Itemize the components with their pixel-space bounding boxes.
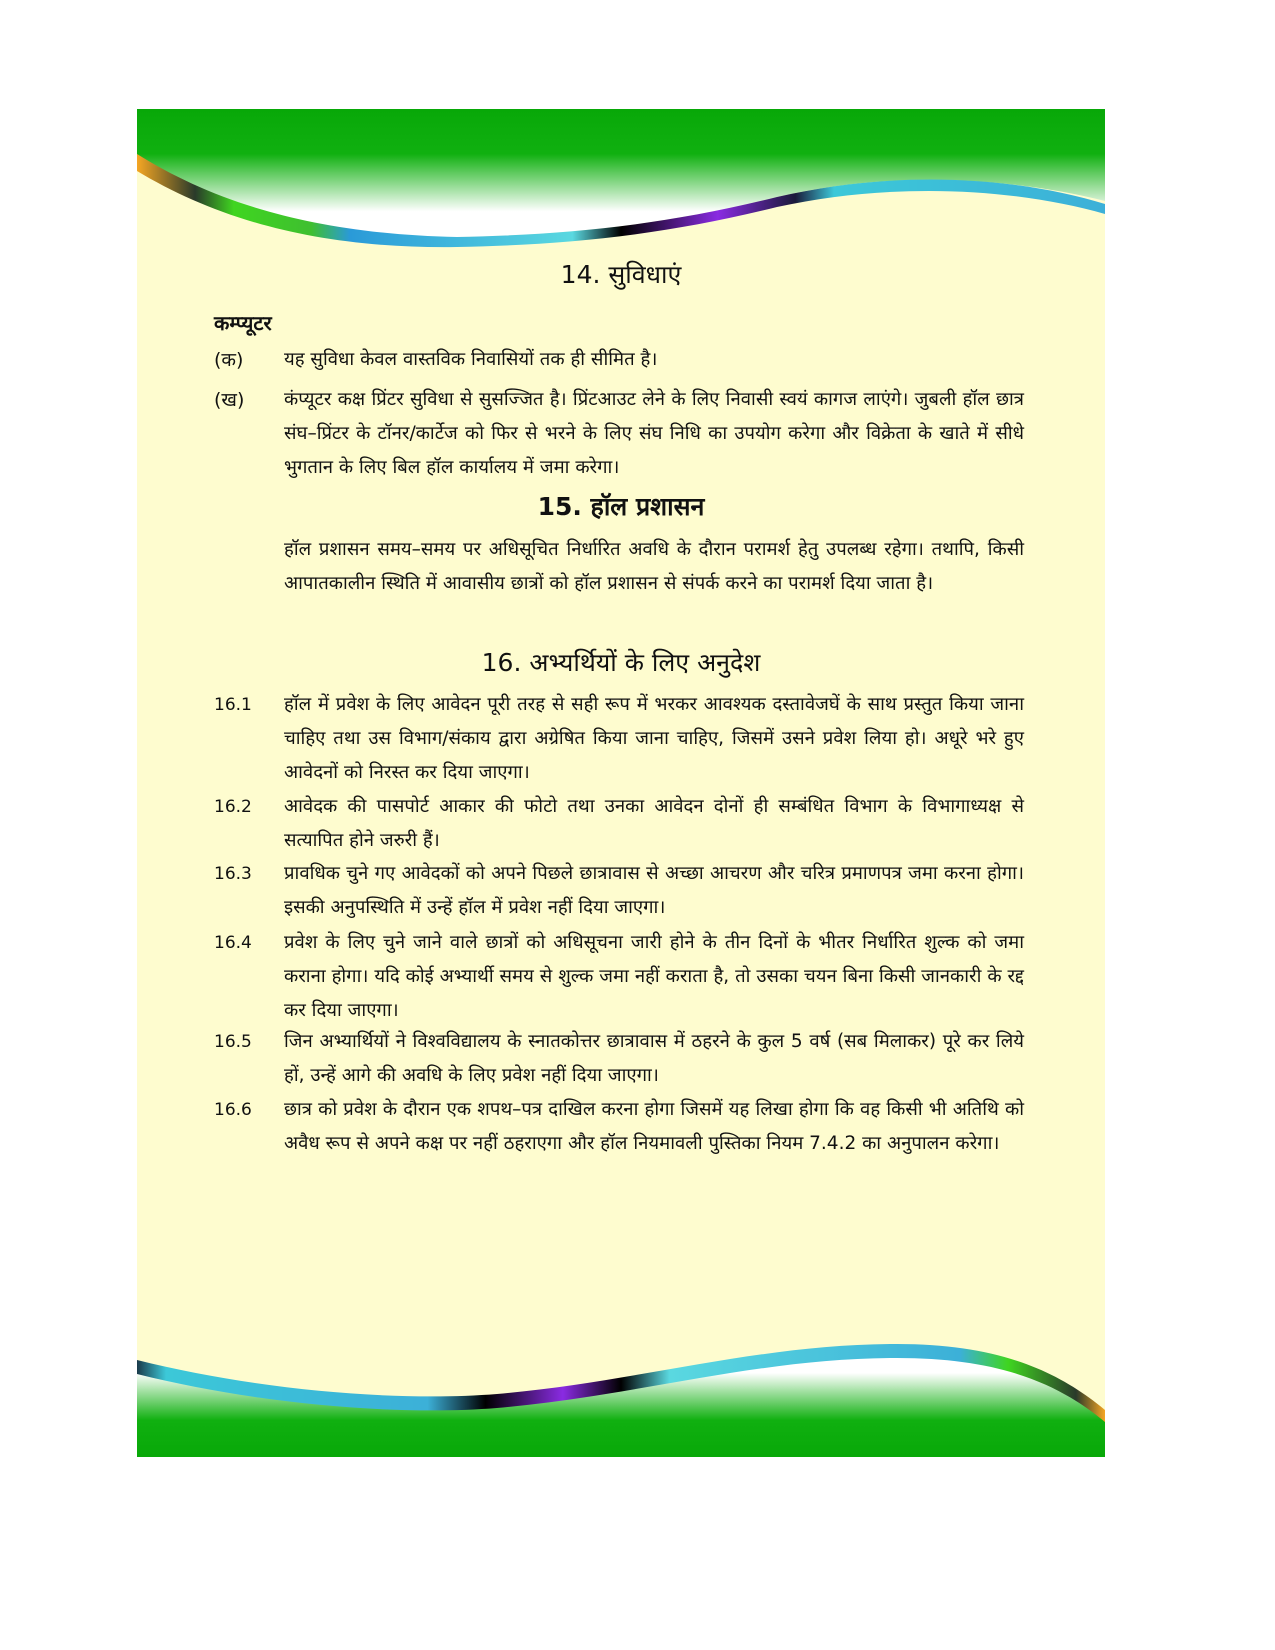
item-label: 16.2 [214, 797, 252, 817]
hall-administration-paragraph: हॉल प्रशासन समय–समय पर अधिसूचित निर्धारित अवधि के दौरान परामर्श हेतु उपलब्ध रहेगा। तथापि, किसी आपातकालीन स्थिति में आवासीय छात्रों को हॉल प्रशासन से संपर्क करने का परामर्श दिया जाता है। [284, 539, 1024, 594]
item-text: छात्र को प्रवेश के दौरान एक शपथ–पत्र दाखिल करना होगा जिसमें यह लिखा होगा कि वह किसी भी अतिथि को अवैध रूप से अपने कक्ष पर नहीं ठहराएगा और हॉल नियमावली पुस्तिका नियम 7.4.2 का अनुपालन करेगा। [284, 1099, 1024, 1154]
item-label: 16.5 [214, 1032, 252, 1052]
list-item-ka [214, 343, 1024, 377]
item-label: (क) [214, 349, 244, 371]
item-text: कंप्यूटर कक्ष प्रिंटर सुविधा से सुसज्जित है। प्रिंटआउट लेने के लिए निवासी स्वयं कागज लाएंगे। जुबली हॉल छात्र संघ–प्रिंटर के टॉनर/कार्टेज को फिर से भरने के लिए संघ निधि का उपयोग करेगा और विक्रेता के खाते में सीधे भुगतान के लिए बिल हॉल कार्यालय में जमा करेगा। [284, 389, 1024, 478]
item-text: यह सुविधा केवल वास्तविक निवासियों तक ही सीमित है। [284, 349, 658, 370]
list-item-16-2 [214, 790, 1024, 858]
item-text: आवेदक की पासपोर्ट आकार की फोटो तथा उनका आवेदन दोनों ही सम्बंधित विभाग के विभागाध्यक्ष से सत्यापित होने जरुरी हैं। [284, 796, 1024, 851]
list-item-16-5 [214, 1025, 1024, 1093]
item-label: (ख) [214, 389, 245, 411]
list-item-kha [214, 383, 1024, 485]
top-wave-decoration [137, 109, 1105, 259]
bottom-wave-decoration [137, 1322, 1105, 1457]
section-16-heading: 16. अभ्यर्थियों के लिए अनुदेश [481, 648, 761, 677]
item-label: 16.1 [214, 695, 252, 715]
item-text: हॉल में प्रवेश के लिए आवेदन पूरी तरह से सही रूप में भरकर आवश्यक दस्तावेजघें के साथ प्रस्तुत किया जाना चाहिए तथा उस विभाग/संकाय द्वारा अग्रेषित किया जाना चाहिए, जिसमें उसने प्रवेश लिया हो। अधूरे भरे हुए आवेदनों को निरस्त कर दिया जाएगा। [284, 694, 1024, 783]
list-item-16-4 [214, 926, 1024, 1028]
item-label: 16.3 [214, 864, 252, 884]
item-text: प्रावधिक चुने गए आवेदकों को अपने पिछले छात्रावास से अच्छा आचरण और चरित्र प्रमाणपत्र जमा करना होगा। इसकी अनुपस्थिति में उन्हें हॉल में प्रवेश नहीं दिया जाएगा। [284, 863, 1024, 918]
list-item-16-3 [214, 857, 1024, 925]
item-text: प्रवेश के लिए चुने जाने वाले छात्रों को अधिसूचना जारी होने के तीन दिनों के भीतर निर्धारित शुल्क को जमा कराना होगा। यदि कोई अभ्यार्थी समय से शुल्क जमा नहीं कराता है, तो उसका चयन बिना किसी जानकारी के रद्द कर दिया जाएगा। [284, 932, 1024, 1021]
item-label: 16.6 [214, 1100, 252, 1120]
list-item-16-1 [214, 688, 1024, 790]
item-text: जिन अभ्यार्थियों ने विश्वविद्यालय के स्नातकोत्तर छात्रावास में ठहरने के कुल 5 वर्ष (सब मिलाकर) पूरे कर लिये हों, उन्हें आगे की अवधि के लिए प्रवेश नहीं दिया जाएगा। [284, 1031, 1024, 1086]
section-15-heading: 15. हॉल प्रशासन [537, 492, 705, 521]
section-14-heading: 14. सुविधाएं [560, 260, 682, 289]
document-page [137, 109, 1105, 1457]
computer-subheading: कम्प्यूटर [214, 311, 272, 335]
item-label: 16.4 [214, 933, 252, 953]
list-item-16-6 [214, 1093, 1024, 1161]
